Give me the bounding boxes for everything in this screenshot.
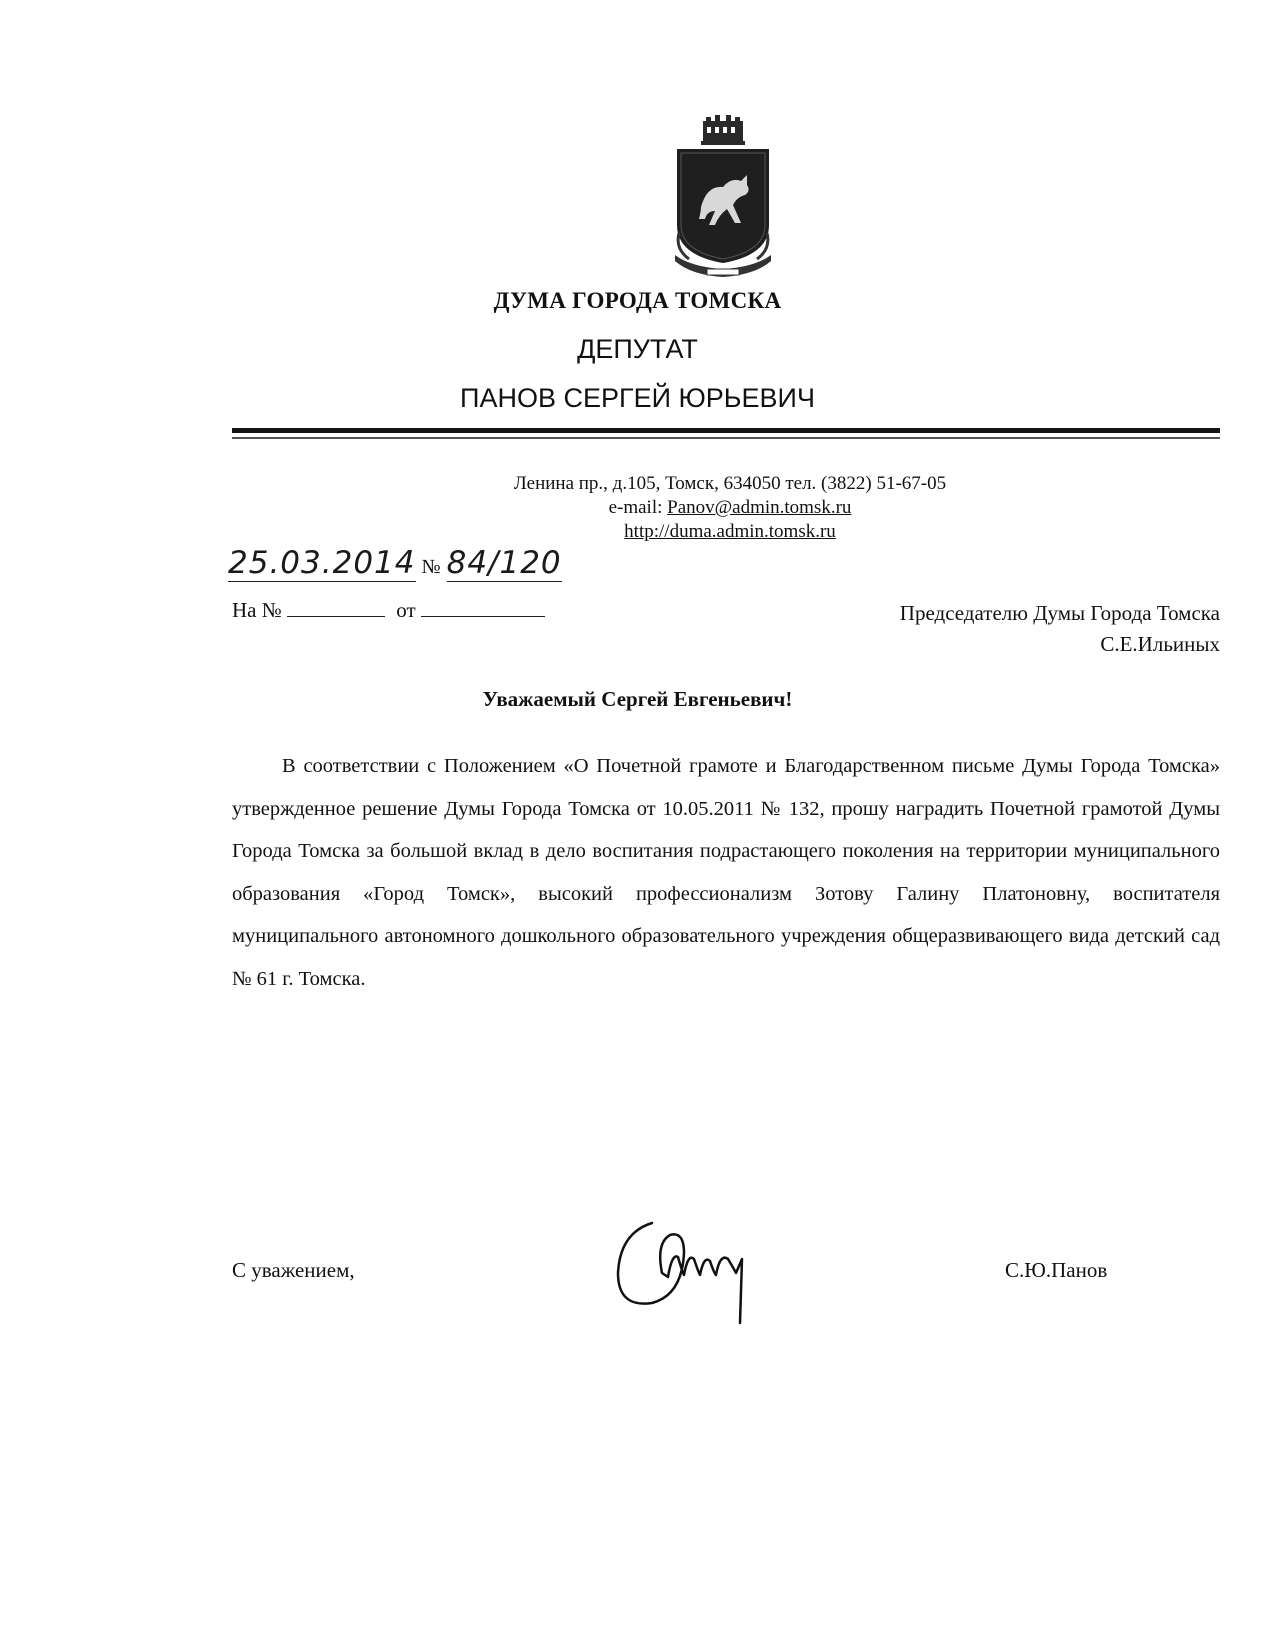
letter-body: В соответствии с Положением «О Почетной грамоте и Благодарственном письме Думы Города Томска» утвержденное решение Думы Города Томска от 10.05.2011 № 132, прошу наградить Почетной грамотой Думы Города Томска за большой вклад в дело воспитания подрастающего поколения на территории муниципального образования «Город Томск», высокий профессионализм Зотову Галину Платоновну, воспитателя муниципального автономного дошкольного образовательного учреждения общеразвивающего вида детский сад № 61 г. Томска. <box>232 755 1220 990</box>
addressee-name: С.Е.Ильиных <box>1100 632 1220 656</box>
registration-date: 25.03.2014 <box>228 545 416 581</box>
address-line: Ленина пр., д.105, Томск, 634050 тел. (3822) 51-67-05 <box>513 473 947 494</box>
organization-name: ДУМА ГОРОДА ТОМСКА <box>493 288 782 313</box>
salutation: Уважаемый Сергей Евгеньевич! <box>482 687 793 711</box>
position-title: ДЕПУТАТ <box>577 334 698 364</box>
reference-date-blank <box>421 616 545 617</box>
reference-label: На № <box>232 598 282 622</box>
signature-icon <box>612 1213 782 1333</box>
email-link[interactable]: Panov@admin.tomsk.ru <box>667 497 852 518</box>
email-label: e-mail: <box>608 497 668 518</box>
deputy-name: ПАНОВ СЕРГЕЙ ЮРЬЕВИЧ <box>460 383 815 413</box>
reference-from-label: от <box>396 598 416 622</box>
registration-number: 84/120 <box>446 545 562 581</box>
number-sign: № <box>421 556 441 578</box>
registration-line <box>228 545 562 585</box>
closing-phrase: С уважением, <box>232 1258 355 1282</box>
addressee-title: Председателю Думы Города Томска <box>899 601 1220 625</box>
coat-of-arms-icon <box>671 115 775 283</box>
signer-name: С.Ю.Панов <box>1005 1258 1108 1282</box>
website-link[interactable]: http://duma.admin.tomsk.ru <box>624 521 836 542</box>
addressee-block <box>760 598 1220 660</box>
header-divider-thin <box>232 437 1220 439</box>
reference-line <box>232 598 545 623</box>
reference-number-blank <box>287 616 385 617</box>
contact-block <box>430 472 1030 544</box>
header-divider <box>232 428 1220 433</box>
email-line <box>430 496 1030 520</box>
